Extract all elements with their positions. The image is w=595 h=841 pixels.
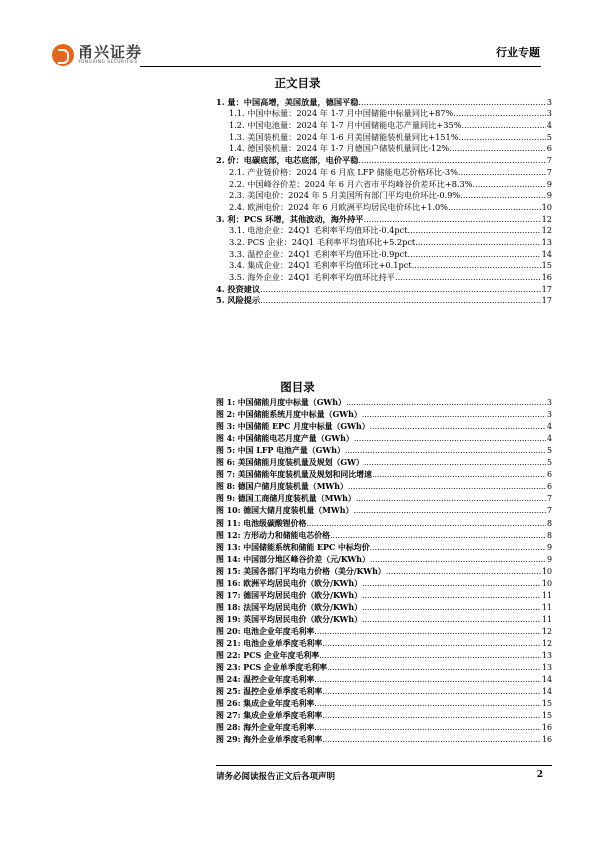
toc-leader-dots	[408, 249, 541, 259]
figure-entry-label: 图 7: 美国储能年度装机量及规划和同比增速	[216, 470, 372, 480]
figure-leader-dots	[319, 651, 541, 661]
figure-leader-dots	[322, 711, 541, 721]
figure-entry-label: 图 23: PCS 企业单季度毛利率	[216, 663, 328, 673]
figure-entry[interactable]	[216, 601, 552, 613]
figure-entry-page: 13	[541, 651, 552, 661]
toc-entry-page: 15	[541, 260, 552, 271]
toc-entry-label: 2.1. 产业链价格：2024 年 6 月底 LFP 储能电芯价格环比-3%	[229, 166, 458, 177]
figure-leader-dots	[314, 675, 541, 685]
toc-entry-label: 3. 利：PCS 环增，其他波动，海外持平	[216, 213, 364, 224]
figure-entry-page: 10	[541, 566, 552, 576]
figure-entry[interactable]	[216, 553, 552, 565]
figure-entry[interactable]	[216, 661, 552, 673]
toc-entry-label: 1. 量：中国高增，美国放量，德国平稳	[216, 96, 359, 107]
toc-entry[interactable]	[216, 259, 552, 271]
figure-entry[interactable]	[216, 420, 552, 432]
figure-leader-dots	[356, 494, 546, 504]
figure-leader-dots	[372, 470, 546, 480]
toc-entry-label: 3.3. 温控企业：24Q1 毛利率平均值环比-0.9pct	[229, 248, 408, 259]
figure-leader-dots	[364, 458, 546, 468]
toc-entry[interactable]	[216, 200, 552, 212]
toc-entry-page: 12	[541, 225, 552, 236]
figure-entry[interactable]	[216, 432, 552, 444]
figure-entry-page: 6	[546, 482, 552, 492]
figure-entry-page: 5	[546, 458, 552, 468]
figure-entry-page: 16	[541, 723, 552, 733]
figure-leader-dots	[346, 398, 546, 408]
figure-entry[interactable]	[216, 673, 552, 685]
company-logo	[52, 44, 142, 66]
toc-entry[interactable]	[216, 153, 552, 165]
figure-leader-dots	[362, 591, 541, 601]
toc-entry-page: 9	[546, 190, 552, 201]
figure-leader-dots	[314, 699, 541, 709]
toc-entry[interactable]	[216, 224, 552, 236]
figure-entry[interactable]	[216, 649, 552, 661]
figure-entry-label: 图 14: 中国部分地区峰谷价差（元/KWh）	[216, 554, 370, 564]
figure-entry-page: 3	[546, 410, 552, 420]
report-type-label: 行业专题	[496, 46, 540, 59]
figure-entry-label: 图 4: 中国储能电芯月度产量（GWh）	[216, 434, 354, 444]
toc-entry-page: 3	[546, 96, 552, 107]
toc-entry[interactable]	[216, 107, 552, 119]
toc-leader-dots	[363, 214, 540, 224]
figure-entry-page: 9	[546, 554, 552, 564]
figure-leader-dots	[370, 543, 546, 553]
toc-entry-page: 14	[541, 248, 552, 259]
toc-entry-page: 13	[541, 236, 552, 247]
figure-leader-dots	[322, 639, 541, 649]
figure-entry[interactable]	[216, 541, 552, 553]
toc-leader-dots	[408, 225, 541, 235]
toc-leader-dots	[449, 143, 546, 153]
figure-entry[interactable]	[216, 529, 552, 541]
figure-entry-label: 图 6: 美国储能月度装机量及规划（GW）	[216, 458, 364, 468]
figure-entry-label: 图 20: 电池企业年度毛利率	[216, 626, 315, 636]
toc-leader-dots	[260, 295, 540, 305]
toc-leader-dots	[460, 190, 546, 200]
figure-leader-dots	[314, 723, 541, 733]
toc-entry[interactable]	[216, 95, 552, 107]
page-header	[0, 0, 595, 70]
figure-entry-page: 15	[541, 711, 552, 721]
toc-leader-dots	[395, 272, 541, 282]
figure-entry-label: 图 16: 欧洲平均居民电价（欧分/KWh）	[216, 578, 363, 588]
toc-leader-dots	[473, 179, 546, 189]
figure-entry-label: 图 26: 集成企业年度毛利率	[216, 699, 315, 709]
toc-entry-page: 5	[546, 131, 552, 142]
toc-entry-label: 4. 投资建议	[216, 283, 261, 294]
figure-leader-dots	[330, 531, 546, 541]
figure-leader-dots	[362, 579, 541, 589]
figure-entry[interactable]	[216, 444, 552, 456]
toc-entry-page: 6	[546, 143, 552, 154]
figure-entry-label: 图 21: 电池企业单季度毛利率	[216, 638, 323, 648]
figure-entry-label: 图 2: 中国储能系统月度中标量（GWh）	[216, 410, 362, 420]
figure-entry[interactable]	[216, 697, 552, 709]
figure-entry[interactable]	[216, 637, 552, 649]
toc-entry[interactable]	[216, 235, 552, 247]
figure-entry[interactable]	[216, 565, 552, 577]
toc-entry-label: 3.5. 海外企业：24Q1 毛利率平均值环比持平	[229, 272, 395, 282]
figure-list-title: 图目录	[280, 380, 315, 394]
figure-entry[interactable]	[216, 733, 552, 745]
toc-entry-label: 2.2. 中国峰谷价差：2024 年 6 月六省市平均峰谷价差环比+8.3%	[229, 178, 473, 189]
figure-entry[interactable]	[216, 577, 552, 589]
toc-entry[interactable]	[216, 142, 552, 154]
figure-entry-page: 14	[541, 675, 552, 685]
toc-entry-label: 1.1. 中国中标量：2024 年 1-7 月中国储能中标量同比+87%	[229, 108, 454, 119]
figure-entry[interactable]	[216, 408, 552, 420]
figure-entry-page: 16	[541, 735, 552, 745]
figure-entry-page: 14	[541, 687, 552, 697]
toc-entry-page: 12	[541, 213, 552, 224]
figure-entry-label: 图 9: 德国工商储月度装机量（MWh）	[216, 494, 356, 504]
toc-entry-label: 1.3. 美国装机量：2024 年 1-6 月美国储能装机量同比+151%	[229, 131, 459, 142]
figure-leader-dots	[362, 615, 541, 625]
footer-disclaimer: 请务必阅读报告正文后各项声明	[216, 772, 336, 782]
figure-entry-label: 图 13: 中国储能系统和储能 EPC 中标均价	[216, 542, 370, 552]
figure-leader-dots	[370, 422, 546, 432]
figure-entry-label: 图 18: 法国平均居民电价（欧分/KWh）	[216, 602, 363, 612]
figure-entry[interactable]	[216, 492, 552, 504]
figure-entry-page: 10	[541, 578, 552, 588]
figure-leader-dots	[322, 687, 541, 697]
figure-entry[interactable]	[216, 456, 552, 468]
figure-leader-dots	[353, 506, 546, 516]
figure-entry-page: 7	[546, 494, 552, 504]
figure-leader-dots	[362, 603, 541, 613]
figure-entry[interactable]	[216, 516, 552, 528]
figure-entry-page: 4	[546, 422, 552, 432]
toc-entry-page: 3	[546, 108, 552, 119]
figure-entry-page: 6	[546, 470, 552, 480]
figure-list	[216, 396, 552, 745]
figure-leader-dots	[386, 567, 541, 577]
figure-entry-label: 图 1: 中国储能月度中标量（GWh）	[216, 398, 346, 408]
figure-entry[interactable]	[216, 721, 552, 733]
figure-leader-dots	[345, 446, 546, 456]
table-of-contents	[216, 95, 552, 305]
toc-leader-dots	[462, 120, 546, 130]
toc-entry[interactable]	[216, 282, 552, 294]
figure-entry[interactable]	[216, 613, 552, 625]
toc-entry[interactable]	[216, 247, 552, 259]
toc-entry[interactable]	[216, 165, 552, 177]
toc-entry-label: 1.2. 中国电池量：2024 年 1-7 月中国储能电芯产量同比+35%	[229, 120, 462, 131]
figure-entry-page: 4	[546, 434, 552, 444]
figure-entry-label: 图 8: 德国户储月度装机量（MWh）	[216, 482, 348, 492]
figure-leader-dots	[362, 410, 546, 420]
figure-entry-label: 图 10: 德国大储月度装机量（MWh）	[216, 506, 354, 516]
figure-entry-label: 图 24: 温控企业年度毛利率	[216, 675, 315, 685]
company-name-en: YONGXING SECURITIES	[78, 60, 138, 65]
figure-entry-label: 图 17: 德国平均居民电价（欧分/KWh）	[216, 590, 363, 600]
figure-entry[interactable]	[216, 709, 552, 721]
toc-entry-page: 7	[546, 166, 552, 177]
figure-leader-dots	[306, 519, 546, 529]
figure-entry[interactable]	[216, 396, 552, 408]
toc-leader-dots	[453, 108, 545, 118]
toc-entry-label: 2.4. 欧洲电价：2024 年 6 月欧洲平均居民电价环比+1.0%	[229, 201, 448, 212]
figure-entry-label: 图 22: PCS 企业年度毛利率	[216, 651, 320, 661]
figure-entry[interactable]	[216, 685, 552, 697]
toc-entry-label: 3.4. 集成企业：24Q1 毛利率平均值环比+0.1pct	[229, 260, 412, 271]
figure-entry-label: 图 5: 中国 LFP 电池产量（GWh）	[216, 446, 345, 456]
toc-entry[interactable]	[216, 177, 552, 189]
figure-entry-page: 5	[546, 446, 552, 456]
toc-leader-dots	[358, 155, 545, 165]
toc-title: 正文目录	[274, 76, 321, 90]
figure-leader-dots	[327, 663, 541, 673]
figure-entry-page: 12	[541, 626, 552, 636]
toc-entry[interactable]	[216, 118, 552, 130]
figure-entry[interactable]	[216, 504, 552, 516]
figure-leader-dots	[354, 434, 546, 444]
figure-entry-page: 3	[546, 398, 552, 408]
toc-entry[interactable]	[216, 189, 552, 201]
figure-entry-label: 图 15: 美国各部门平均电力价格（美分/KWh）	[216, 566, 386, 576]
figure-entry-label: 图 11: 电池级碳酸锂价格	[216, 518, 307, 528]
toc-entry[interactable]	[216, 294, 552, 306]
toc-entry-label: 2. 价：电碳底部，电芯底部，电价平稳	[216, 155, 359, 166]
figure-entry-page: 7	[546, 506, 552, 516]
figure-entry-page: 13	[541, 663, 552, 673]
toc-leader-dots	[459, 132, 546, 142]
toc-entry-label: 5. 风险提示	[216, 295, 261, 306]
page-number: 2	[536, 770, 543, 780]
company-name-cn: 甬兴证券	[78, 43, 143, 61]
figure-entry-page: 8	[546, 518, 552, 528]
figure-entry[interactable]	[216, 589, 552, 601]
toc-entry[interactable]	[216, 130, 552, 142]
toc-leader-dots	[415, 237, 540, 247]
figure-entry-page: 11	[541, 590, 552, 600]
logo-icon	[52, 44, 74, 66]
toc-entry-label: 3.1. 电池企业：24Q1 毛利率平均值环比-0.4pct	[229, 225, 408, 236]
figure-entry[interactable]	[216, 625, 552, 637]
figure-leader-dots	[314, 627, 541, 637]
figure-entry[interactable]	[216, 468, 552, 480]
figure-leader-dots	[348, 482, 546, 492]
toc-entry[interactable]	[216, 212, 552, 224]
figure-entry-page: 11	[541, 602, 552, 612]
figure-entry[interactable]	[216, 480, 552, 492]
header-divider	[140, 66, 541, 67]
figure-entry-page: 12	[541, 638, 552, 648]
toc-leader-dots	[412, 260, 541, 270]
toc-entry-page: 17	[541, 283, 552, 294]
figure-entry-label: 图 12: 方形动力和储能电芯价格	[216, 530, 331, 540]
toc-leader-dots	[458, 167, 546, 177]
figure-entry-label: 图 27: 集成企业单季度毛利率	[216, 711, 323, 721]
figure-entry-page: 11	[541, 614, 552, 624]
figure-leader-dots	[322, 735, 541, 745]
figure-entry-label: 图 25: 温控企业单季度毛利率	[216, 687, 323, 697]
toc-entry[interactable]	[216, 270, 552, 282]
figure-entry-page: 9	[546, 542, 552, 552]
toc-entry-page: 10	[541, 201, 552, 212]
toc-leader-dots	[260, 284, 540, 294]
toc-entry-label: 1.4. 德国装机量：2024 年 1-7 月德国户储装机量同比-12%	[229, 143, 450, 154]
figure-entry-page: 15	[541, 699, 552, 709]
toc-entry-label: 2.3. 美国电价：2024 年 5 月美国所有部门平均电价环比-0.9%	[229, 190, 461, 201]
figure-entry-label: 图 19: 英国平均居民电价（欧分/KWh）	[216, 614, 363, 624]
toc-leader-dots	[358, 97, 545, 107]
footer-divider	[216, 765, 552, 766]
toc-entry-page: 17	[541, 295, 552, 306]
toc-leader-dots	[448, 202, 541, 212]
figure-leader-dots	[370, 555, 546, 565]
figure-entry-label: 图 29: 海外企业单季度毛利率	[216, 735, 323, 745]
figure-entry-label: 图 28: 海外企业年度毛利率	[216, 723, 315, 733]
figure-entry-label: 图 3: 中国储能 EPC 月度中标量（GWh）	[216, 422, 370, 432]
toc-entry-label: 3.2. PCS 企业：24Q1 毛利率平均值环比+5.2pct	[229, 236, 416, 247]
toc-entry-page: 9	[546, 178, 552, 189]
figure-entry-page: 8	[546, 530, 552, 540]
toc-entry-page: 4	[546, 120, 552, 131]
toc-entry-page: 7	[546, 155, 552, 166]
toc-entry-page: 16	[541, 272, 552, 282]
